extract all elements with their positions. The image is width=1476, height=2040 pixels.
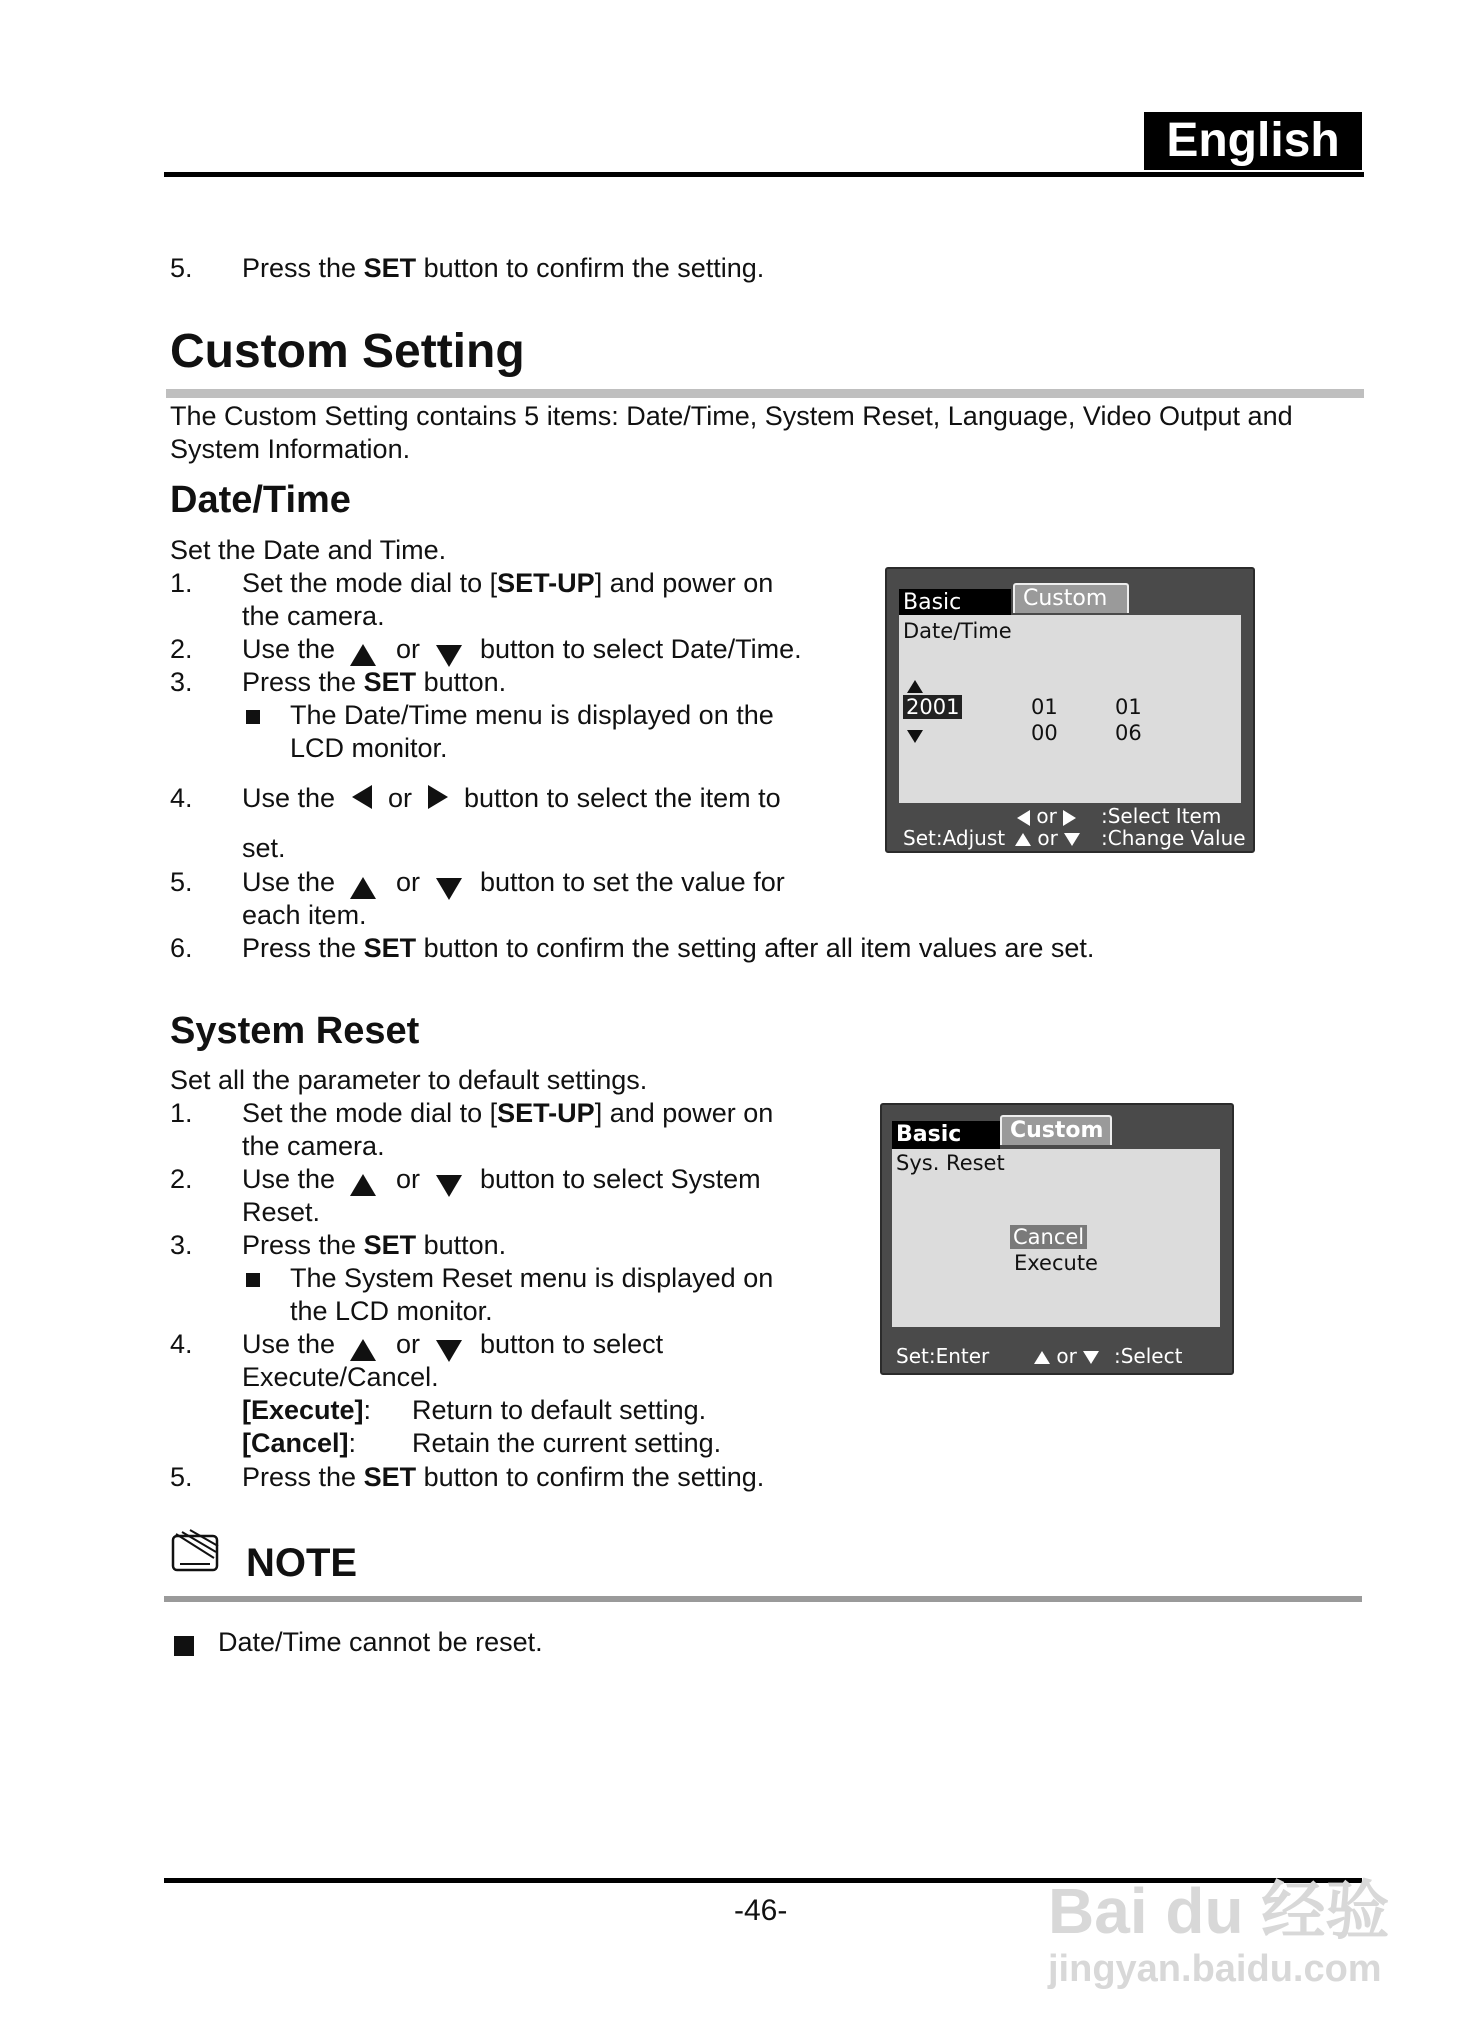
step-number: 5. xyxy=(170,253,193,283)
tab-custom: Custom xyxy=(1000,1115,1112,1145)
or-text: or xyxy=(396,634,421,664)
set-keyword: SET xyxy=(363,1462,417,1492)
tab-basic: Basic xyxy=(892,1121,1000,1149)
lcd-hint-change: :Change Value xyxy=(1101,826,1246,850)
datetime-step-5 xyxy=(170,866,870,932)
set-keyword: SET xyxy=(363,1230,417,1260)
up-arrow-icon xyxy=(907,680,923,693)
header-rule xyxy=(164,172,1364,177)
tab-custom: Custom xyxy=(1013,583,1129,613)
lcd-hint-set: Set:Enter xyxy=(896,1344,990,1368)
down-arrow-icon xyxy=(1083,1351,1099,1364)
datetime-intro: Set the Date and Time. xyxy=(170,535,447,565)
lcd-hint-set: Set:Adjust xyxy=(903,826,1006,850)
step-text: Press the xyxy=(242,1462,364,1492)
step-text: Execute/Cancel. xyxy=(242,1362,439,1392)
section-intro xyxy=(170,400,1293,466)
setup-keyword: SET-UP xyxy=(497,568,595,598)
lcd-datetime-screen xyxy=(885,567,1255,853)
reset-step-4: 4. Use the or button to select Execute/Cancel. [Execute]: Return to default setting. [Cancel]: Retain the current setting. xyxy=(170,1329,722,1458)
step-text: button to set the value for xyxy=(480,867,785,897)
lcd-title: Sys. Reset xyxy=(896,1151,1005,1175)
lcd-hint-select: :Select xyxy=(1114,1344,1183,1368)
right-arrow-icon xyxy=(1063,810,1076,826)
bullet-text: LCD monitor. xyxy=(290,733,448,763)
step-number: 1. xyxy=(170,1098,193,1128)
up-arrow-icon xyxy=(350,1174,376,1196)
lcd-reset-screen xyxy=(880,1103,1234,1375)
step-text: the camera. xyxy=(242,1131,385,1161)
setup-keyword: SET-UP xyxy=(497,1098,595,1128)
step-text: Press the xyxy=(242,933,364,963)
language-badge: English xyxy=(1144,112,1362,170)
step-text: the camera. xyxy=(242,601,385,631)
step-text: Press the xyxy=(242,253,364,283)
reset-step-5 xyxy=(170,1461,870,1494)
lcd-or: or xyxy=(1036,804,1057,828)
reset-intro: Set all the parameter to default settings. xyxy=(170,1065,648,1095)
step-number: 5. xyxy=(170,1462,193,1492)
set-keyword: SET xyxy=(363,933,417,963)
note-text: Date/Time cannot be reset. xyxy=(218,1627,543,1657)
down-arrow-icon xyxy=(436,645,462,667)
step-text: Press the xyxy=(242,1230,364,1260)
lcd-title: Date/Time xyxy=(903,619,1012,643)
cancel-label: [Cancel] xyxy=(242,1428,349,1458)
up-arrow-icon xyxy=(350,877,376,899)
datetime-heading: Date/Time xyxy=(170,479,351,521)
bullet-icon xyxy=(246,710,260,724)
step-text: set. xyxy=(242,833,286,863)
section-title: Custom Setting xyxy=(170,325,525,378)
datetime-step-6 xyxy=(170,932,1270,965)
step-text: button. xyxy=(416,667,507,697)
down-arrow-icon xyxy=(436,1175,462,1197)
step-text: Press the xyxy=(242,667,364,697)
step-text: Use the xyxy=(242,867,336,897)
step-text: button to select Date/Time. xyxy=(480,634,802,664)
reset-step-1 xyxy=(170,1097,870,1163)
note-title: NOTE xyxy=(246,1541,358,1585)
execute-label: [Execute] xyxy=(242,1395,364,1425)
step-text: Use the xyxy=(242,1329,336,1359)
step-text: ] and power on xyxy=(594,568,774,598)
left-arrow-icon xyxy=(1017,810,1030,826)
step-number: 3. xyxy=(170,667,193,697)
step-text: each item. xyxy=(242,900,367,930)
or-text: or xyxy=(396,1164,421,1194)
day-value[interactable]: 01 xyxy=(1115,695,1142,719)
step-text: Use the xyxy=(242,634,336,664)
execute-desc: Return to default setting. xyxy=(412,1395,707,1425)
step-text: button to select xyxy=(480,1329,664,1359)
down-arrow-icon xyxy=(436,1340,462,1362)
or-text: or xyxy=(396,867,421,897)
year-value[interactable]: 2001 xyxy=(903,695,962,719)
month-value[interactable]: 01 xyxy=(1031,695,1058,719)
step-text: Set the mode dial to [ xyxy=(242,1098,498,1128)
intro-line: The Custom Setting contains 5 items: Date/Time, System Reset, Language, Video Output and xyxy=(170,401,1293,431)
set-keyword: SET xyxy=(363,253,417,283)
datetime-step-1 xyxy=(170,567,870,633)
lcd-pane xyxy=(899,615,1241,803)
step-text: button to confirm the setting after all item values are set. xyxy=(416,933,1095,963)
reset-step-2 xyxy=(170,1163,870,1229)
page-number: -46- xyxy=(734,1894,788,1927)
minute-value[interactable]: 06 xyxy=(1115,721,1142,745)
lcd-hint-select: :Select Item xyxy=(1101,804,1222,828)
datetime-step-2 xyxy=(170,633,870,666)
up-arrow-icon xyxy=(350,1339,376,1361)
cancel-desc: Retain the current setting. xyxy=(412,1428,722,1458)
step-text: Set the mode dial to [ xyxy=(242,568,498,598)
right-arrow-icon xyxy=(428,785,448,809)
or-text: or xyxy=(388,783,413,813)
intro-line: System Information. xyxy=(170,434,411,464)
hour-value[interactable]: 00 xyxy=(1031,721,1058,745)
bullet-text: The Date/Time menu is displayed on the xyxy=(290,700,774,730)
watermark-brand: Bai du 经验 xyxy=(1048,1875,1390,1947)
step-number: 6. xyxy=(170,933,193,963)
lcd-or: or xyxy=(1056,1344,1077,1368)
section-rule xyxy=(166,389,1364,398)
watermark-url: jingyan.baidu.com xyxy=(1048,1948,1382,1990)
step-text: button to confirm the setting. xyxy=(416,253,765,283)
or-text: or xyxy=(396,1329,421,1359)
down-arrow-icon xyxy=(436,878,462,900)
step-text: ] and power on xyxy=(594,1098,774,1128)
reset-heading: System Reset xyxy=(170,1010,420,1052)
step-text: button to select the item to xyxy=(464,783,781,813)
down-arrow-icon xyxy=(907,730,923,743)
set-keyword: SET xyxy=(363,667,417,697)
cancel-option[interactable]: Cancel xyxy=(1010,1225,1087,1249)
step-text: Use the xyxy=(242,1164,336,1194)
step-text: button to confirm the setting. xyxy=(416,1462,765,1492)
execute-option[interactable]: Execute xyxy=(1014,1251,1098,1275)
up-arrow-icon xyxy=(1034,1351,1050,1364)
up-arrow-icon xyxy=(1015,833,1031,846)
bullet-icon xyxy=(246,1273,260,1287)
datetime-step-3 xyxy=(170,666,870,765)
step-number: 2. xyxy=(170,1164,193,1194)
down-arrow-icon xyxy=(1064,833,1080,846)
step-number: 2. xyxy=(170,634,193,664)
lcd-or: or xyxy=(1037,826,1058,850)
bullet-text: The System Reset menu is displayed on xyxy=(290,1263,774,1293)
step-number: 1. xyxy=(170,568,193,598)
note-icon xyxy=(170,1528,224,1578)
step-number: 5. xyxy=(170,867,193,897)
lcd-pane xyxy=(892,1149,1220,1327)
step-number: 4. xyxy=(170,1329,193,1359)
bullet-text: the LCD monitor. xyxy=(290,1296,493,1326)
note-rule xyxy=(164,1596,1362,1602)
step-text: Reset. xyxy=(242,1197,321,1227)
up-arrow-icon xyxy=(350,644,376,666)
step-text: button. xyxy=(416,1230,507,1260)
reset-step-3 xyxy=(170,1229,870,1328)
step-text: Use the xyxy=(242,783,336,813)
step-number: 3. xyxy=(170,1230,193,1260)
datetime-step-4 xyxy=(170,782,870,866)
tab-basic: Basic xyxy=(899,589,1011,617)
step-text: button to select System xyxy=(480,1164,761,1194)
left-arrow-icon xyxy=(352,785,372,809)
bullet-icon xyxy=(174,1636,194,1656)
step-number: 4. xyxy=(170,783,193,813)
